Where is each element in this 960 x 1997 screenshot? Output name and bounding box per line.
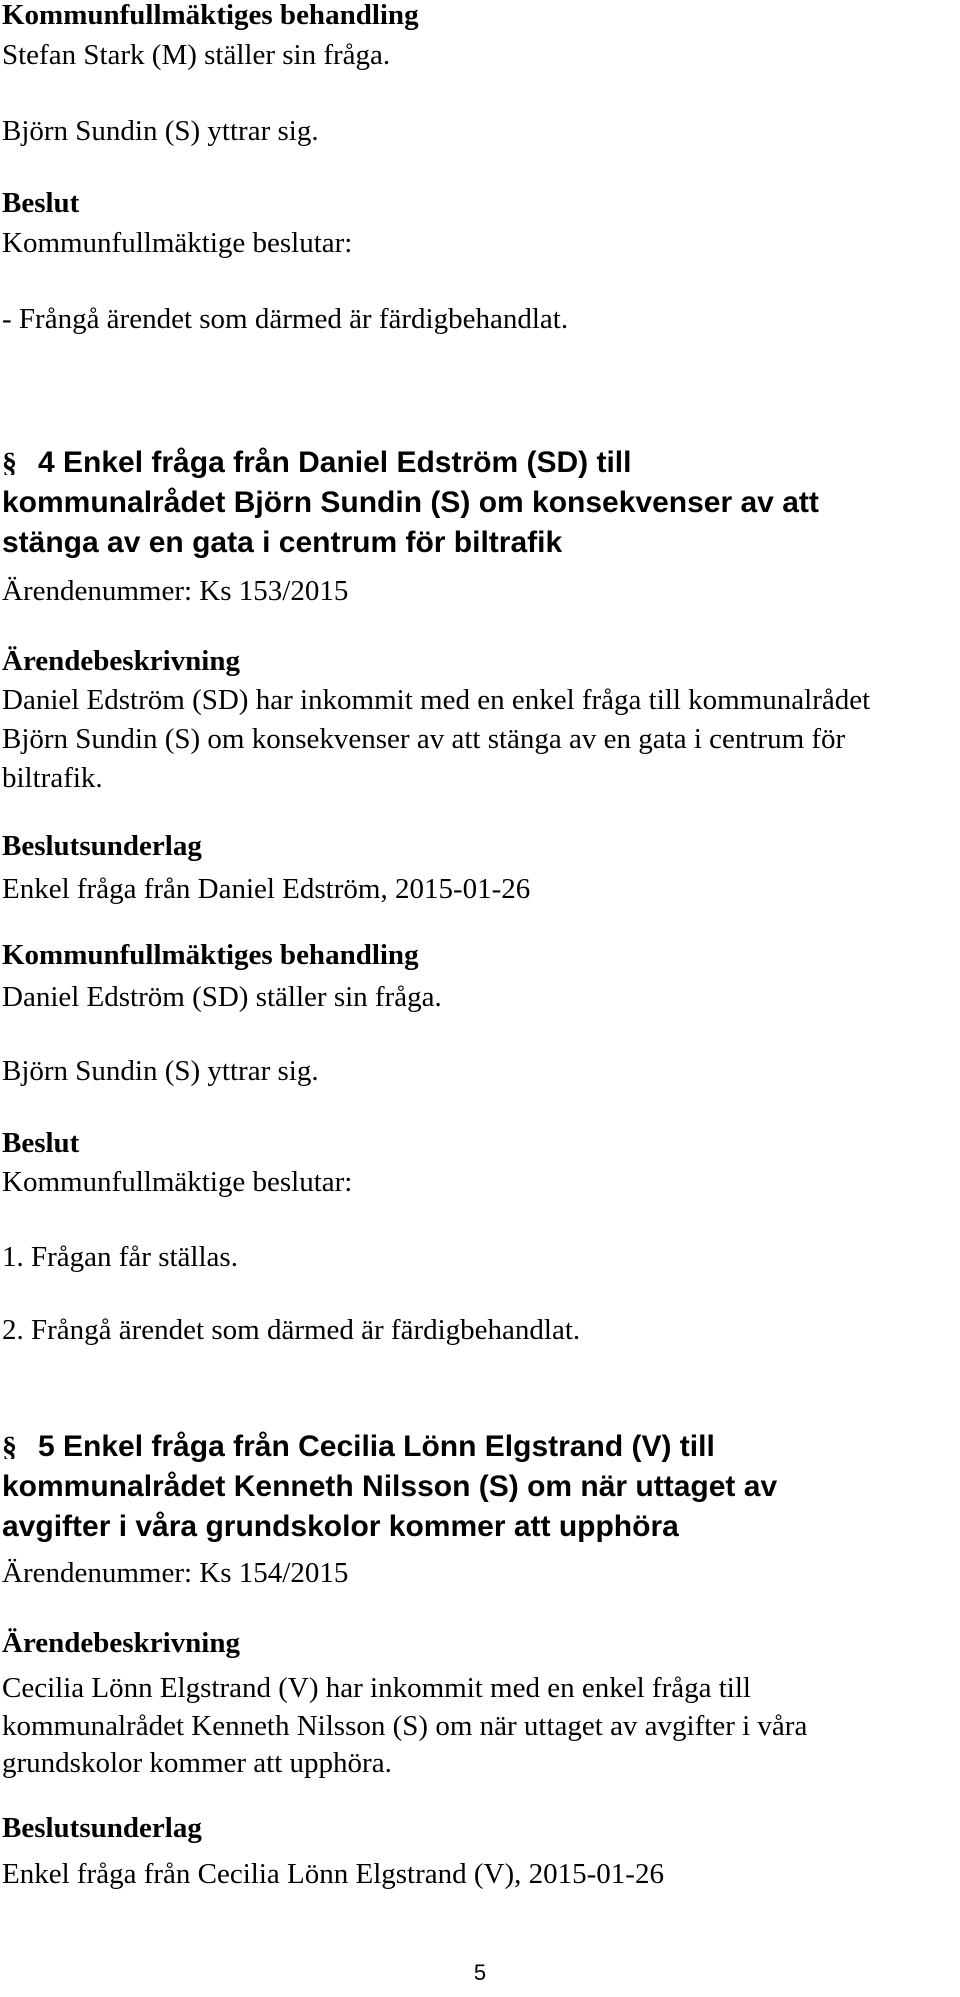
item-5-title-line: § 5 Enkel fråga från Cecilia Lönn Elgstrand (V) till bbox=[2, 1428, 715, 1468]
section-heading-beslut: Beslut bbox=[2, 187, 80, 219]
text-line: Björn Sundin (S) yttrar sig. bbox=[2, 1055, 319, 1087]
section-heading-beslutsunderlag: Beslutsunderlag bbox=[2, 830, 202, 862]
item-5-title-line: avgifter i våra grundskolor kommer att upphöra bbox=[2, 1510, 679, 1543]
case-number: Ärendenummer: Ks 153/2015 bbox=[2, 575, 349, 607]
section-heading-behandling: Kommunfullmäktiges behandling bbox=[2, 0, 419, 31]
description-line: Cecilia Lönn Elgstrand (V) har inkommit med en enkel fråga till bbox=[2, 1672, 751, 1704]
section-heading-behandling: Kommunfullmäktiges behandling bbox=[2, 939, 419, 971]
svg-text:§: § bbox=[2, 449, 16, 475]
section-heading-beslutsunderlag: Beslutsunderlag bbox=[2, 1812, 202, 1844]
section-heading-beslut: Beslut bbox=[2, 1127, 80, 1159]
decision-line: - Frångå ärendet som därmed är färdigbehandlat. bbox=[2, 303, 569, 335]
text-line: Kommunfullmäktige beslutar: bbox=[2, 1166, 353, 1198]
section-heading-arendebeskrivning: Ärendebeskrivning bbox=[2, 1627, 240, 1659]
text-line: Stefan Stark (M) ställer sin fråga. bbox=[2, 39, 391, 71]
item-4-title-line: stänga av en gata i centrum för biltrafik bbox=[2, 526, 563, 559]
text-line: Kommunfullmäktige beslutar: bbox=[2, 227, 353, 259]
case-number: Ärendenummer: Ks 154/2015 bbox=[2, 1557, 349, 1589]
item-4-title-line: kommunalrådet Björn Sundin (S) om konsekvenser av att bbox=[2, 486, 819, 519]
section-marker-icon bbox=[2, 447, 16, 484]
item-4-title-line: § 4 Enkel fråga från Daniel Edström (SD) till bbox=[2, 444, 631, 484]
underlag-line: Enkel fråga från Daniel Edström, 2015-01-26 bbox=[2, 873, 531, 905]
section-marker-icon bbox=[2, 1431, 16, 1468]
text-line: Björn Sundin (S) yttrar sig. bbox=[2, 115, 319, 147]
text-line: Daniel Edström (SD) ställer sin fråga. bbox=[2, 981, 442, 1013]
page-number: 5 bbox=[473, 1960, 487, 1985]
description-line: kommunalrådet Kenneth Nilsson (S) om när uttaget av avgifter i våra bbox=[2, 1710, 808, 1742]
description-line: Daniel Edström (SD) har inkommit med en enkel fråga till kommunalrådet bbox=[2, 684, 871, 716]
underlag-line: Enkel fråga från Cecilia Lönn Elgstrand (V), 2015-01-26 bbox=[2, 1858, 664, 1890]
description-line: Björn Sundin (S) om konsekvenser av att stänga av en gata i centrum för bbox=[2, 723, 846, 755]
description-line: biltrafik. bbox=[2, 762, 103, 794]
section-heading-arendebeskrivning: Ärendebeskrivning bbox=[2, 645, 240, 677]
svg-text:§: § bbox=[2, 1433, 16, 1459]
decision-line: 2. Frångå ärendet som därmed är färdigbehandlat. bbox=[2, 1314, 581, 1346]
decision-line: 1. Frågan får ställas. bbox=[2, 1241, 238, 1273]
description-line: grundskolor kommer att upphöra. bbox=[2, 1747, 392, 1779]
item-5-title-line: kommunalrådet Kenneth Nilsson (S) om när uttaget av bbox=[2, 1470, 778, 1503]
